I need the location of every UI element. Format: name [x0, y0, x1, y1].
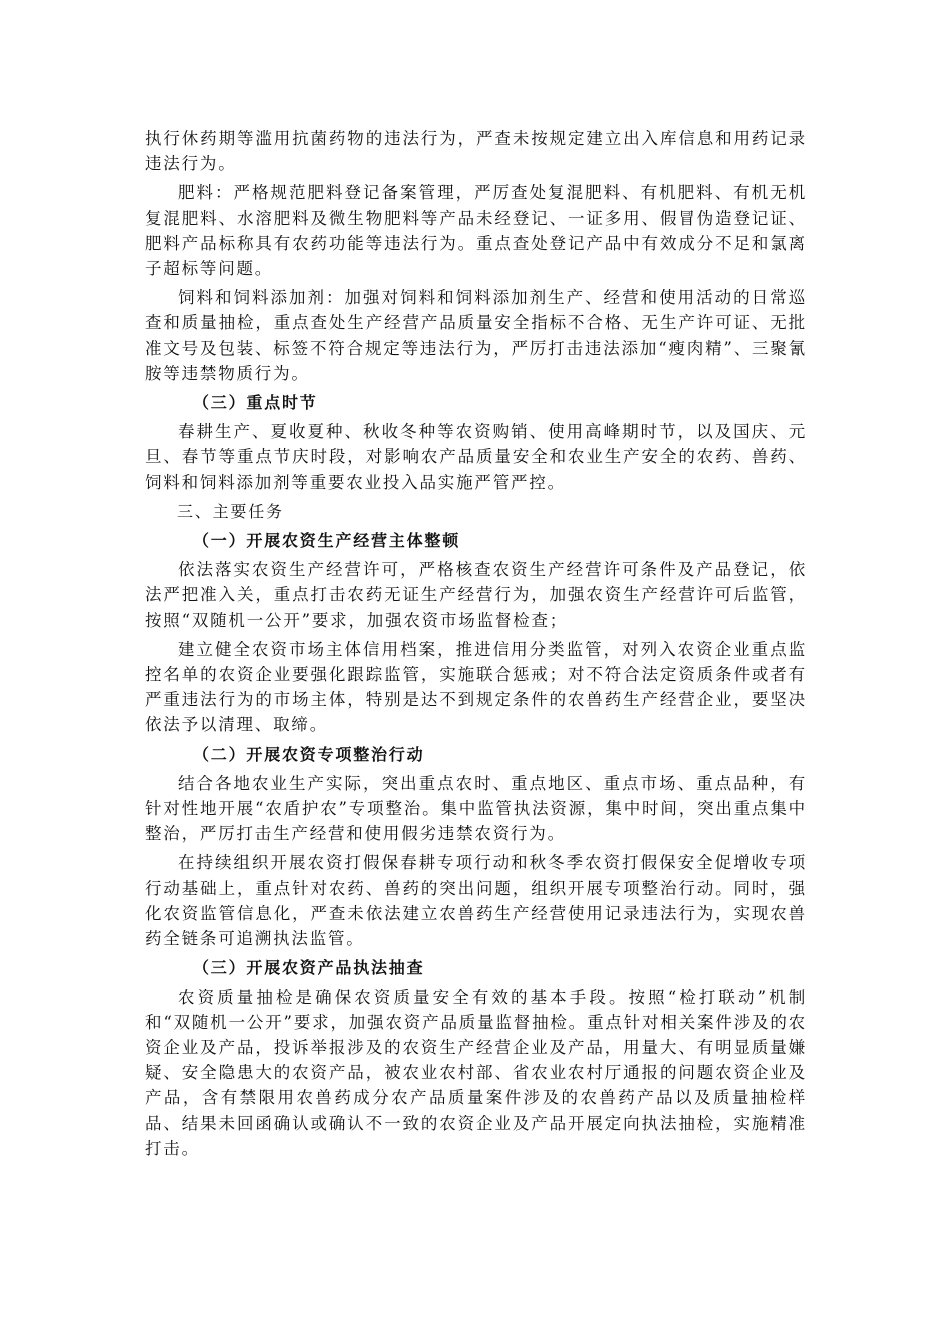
heading-key-seasons: （三）重点时节: [193, 393, 318, 413]
heading-task-2: （二）开展农资专项整治行动: [193, 744, 425, 764]
paragraph-task-2-campaign: 结合各地农业生产实际，突出重点农时、重点地区、重点市场、重点品种，有针对性地开展“农盾护农”专项整治。集中监管执法资源，集中时间，突出重点集中整治，严厉打击生产经营和使用假劣违禁农资行为。: [145, 773, 807, 844]
paragraph-task-1-licensing: 依法落实农资生产经营许可，严格核查农资生产经营许可条件及产品登记，依法严把准入关，重点打击农药无证生产经营行为，加强农资生产经营许可后监管，按照“双随机一公开”要求，加强农资市场监督检查；: [145, 560, 807, 630]
document-body: [145, 126, 807, 1165]
paragraph-antibiotics-continued: 执行休药期等滥用抗菌药物的违法行为，严查未按规定建立出入库信息和用药记录违法行为。: [145, 129, 807, 174]
paragraph-task-1-credit: 建立健全农资市场主体信用档案，推进信用分类监管，对列入农资企业重点监控名单的农资企业要强化跟踪监管，实施联合惩戒；对不符合法定资质条件或者有严重违法行为的市场主体，特别是达不到规定条件的农兽药生产经营企业，要坚决依法予以清理、取缔。: [145, 639, 807, 735]
paragraph-fertilizer: 肥料：严格规范肥料登记备案管理，严厉查处复混肥料、有机肥料、有机无机复混肥料、水溶肥料及微生物肥料等产品未经登记、一证多用、假冒伪造登记证、肥料产品标称具有农药功能等违法行为。重点查处登记产品中有效成分不足和氯离子超标等问题。: [145, 183, 807, 279]
heading-task-3: （三）开展农资产品执法抽查: [193, 958, 425, 978]
heading-task-1: （一）开展农资生产经营主体整顿: [193, 531, 461, 551]
paragraph-task-2-special-action: 在持续组织开展农资打假保春耕专项行动和秋冬季农资打假保安全促增收专项行动基础上，重点针对农药、兽药的突出问题，组织开展专项整治行动。同时，强化农资监管信息化，严查未依法建立农兽药生产经营使用记录违法行为，实现农兽药全链条可追溯执法监管。: [145, 853, 807, 949]
paragraph-feed-additives: 饲料和饲料添加剂：加强对饲料和饲料添加剂生产、经营和使用活动的日常巡查和质量抽检，重点查处生产经营产品质量安全指标不合格、无生产许可证、无批准文号及包装、标签不符合规定等违法行为，严厉打击违法添加“瘦肉精”、三聚氰胺等违禁物质行为。: [145, 288, 807, 383]
paragraph-task-3-inspection: 农资质量抽检是确保农资质量安全有效的基本手段。按照“检打联动”机制和“双随机一公开”要求，加强农资产品质量监督抽检。重点针对相关案件涉及的农资企业及产品，投诉举报涉及的农资生产经营企业及产品，用量大、有明显质量嫌疑、安全隐患大的农资产品，被农业农村部、省农业农村厅通报的问题农资企业及产品，含有禁限用农兽药成分农产品质量案件涉及的农兽药产品以及质量抽检样品、结果未回函确认或确认不一致的农资企业及产品开展定向执法抽检，实施精准打击。: [145, 987, 807, 1158]
heading-main-tasks: 三、主要任务: [177, 501, 284, 521]
paragraph-key-seasons: 春耕生产、夏收夏种、秋收冬种等农资购销、使用高峰期时节，以及国庆、元旦、春节等重点节庆时段，对影响农产品质量安全和农业生产安全的农药、兽药、饲料和饲料添加剂等重要农业投入品实施严管严控。: [145, 422, 807, 492]
